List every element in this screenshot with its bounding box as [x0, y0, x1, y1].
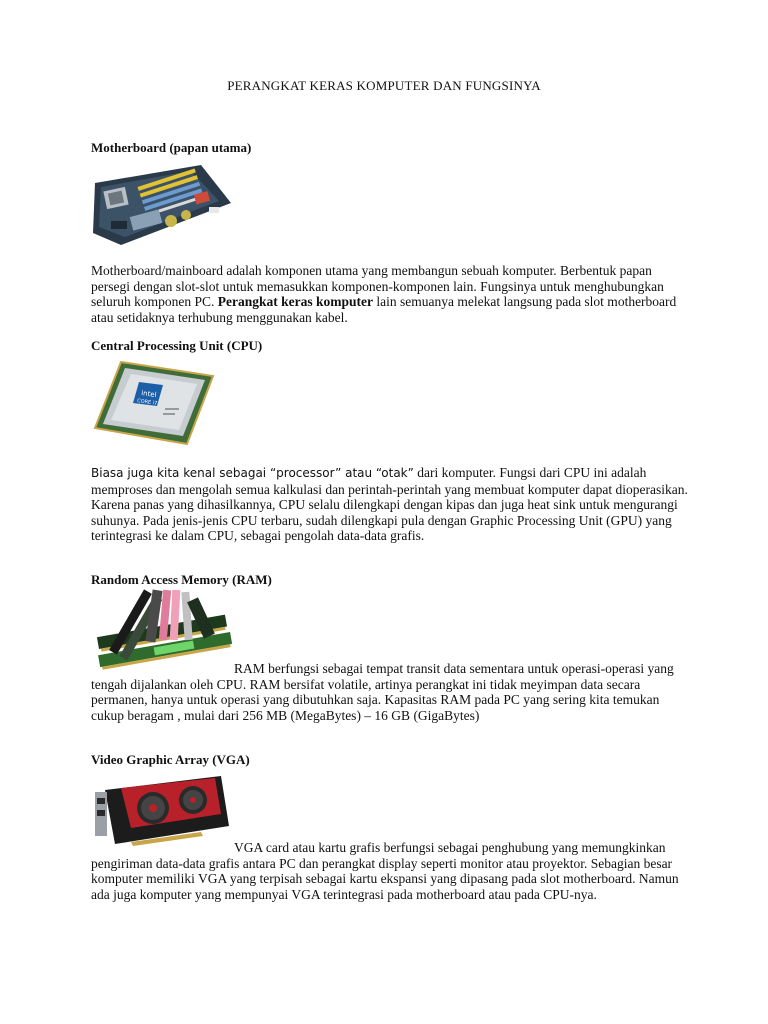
- paragraph-ram: RAM berfungsi sebagai tempat transit data sementara untuk operasi-operasi yang tengah dijalankan oleh CPU. RAM bersifat volatile, artinya perangkat ini tidak meyimpan data secara permanen, hanya untuk operasi yang dibutuhkan saja. Kapasitas RAM pada PC yang sering kita temukan cukup beragam , mulai dari 256 MB (MegaBytes) – 16 GB (GigaBytes): [91, 661, 674, 723]
- heading-cpu: Central Processing Unit (CPU): [91, 338, 263, 353]
- motherboard-photo: [91, 163, 234, 247]
- heading-motherboard: Motherboard (papan utama): [91, 140, 252, 155]
- heading-ram: Random Access Memory (RAM): [91, 572, 272, 587]
- paragraph-cpu: Biasa juga kita kenal sebagai “processor” atau “otak” dari komputer. Fungsi dari CPU ini adalah memproses dan mengolah semua kalkulasi dan perintah-perintah yang membuat komputer dapat dioperasikan. Karena panas yang dihasilkannya, CPU selalu dilengkapi dengan kipas dan juga heat sink untuk mengurangi suhunya. Pada jenis-jenis CPU terbaru, sudah dilengkapi pula dengan Graphic Processing Unit (GPU) yang terintegrasi ke dalam CPU, sebagai pengolah data-data grafis.: [91, 465, 688, 543]
- cpu-badge-brand: intel: [140, 389, 158, 400]
- ram-photo: [91, 588, 235, 672]
- cpu-badge-model: CORE i7: [136, 398, 158, 407]
- paragraph-vga: VGA card atau kartu grafis berfungsi sebagai penghubung yang memungkinkan pengiriman data-data grafis antara PC dan perangkat display seperti monitor atau proyektor. Sebagian besar komputer memiliki VGA yang terpisah sebagai kartu ekspansi yang dipasang pada slot motherboard. Namun ada juga komputer yang mempunyai VGA terintegrasi pada motherboard atau pada CPU-nya.: [91, 840, 679, 902]
- cpu-photo: [91, 358, 215, 446]
- heading-vga: Video Graphic Array (VGA): [91, 752, 250, 767]
- paragraph-motherboard: Motherboard/mainboard adalah komponen utama yang membangun sebuah komputer. Berbentuk papan persegi dengan slot-slot untuk memasukkan komponen-komponen lain. Fungsinya untuk menghubungkan seluruh komponen PC. Perangkat keras komputer lain semuanya melekat langsung pada slot motherboard atau setidaknya terhubung menggunakan kabel.: [91, 263, 677, 325]
- document-title: PERANGKAT KERAS KOMPUTER DAN FUNGSINYA: [227, 78, 541, 93]
- bold-term: Perangkat keras komputer: [217, 294, 373, 309]
